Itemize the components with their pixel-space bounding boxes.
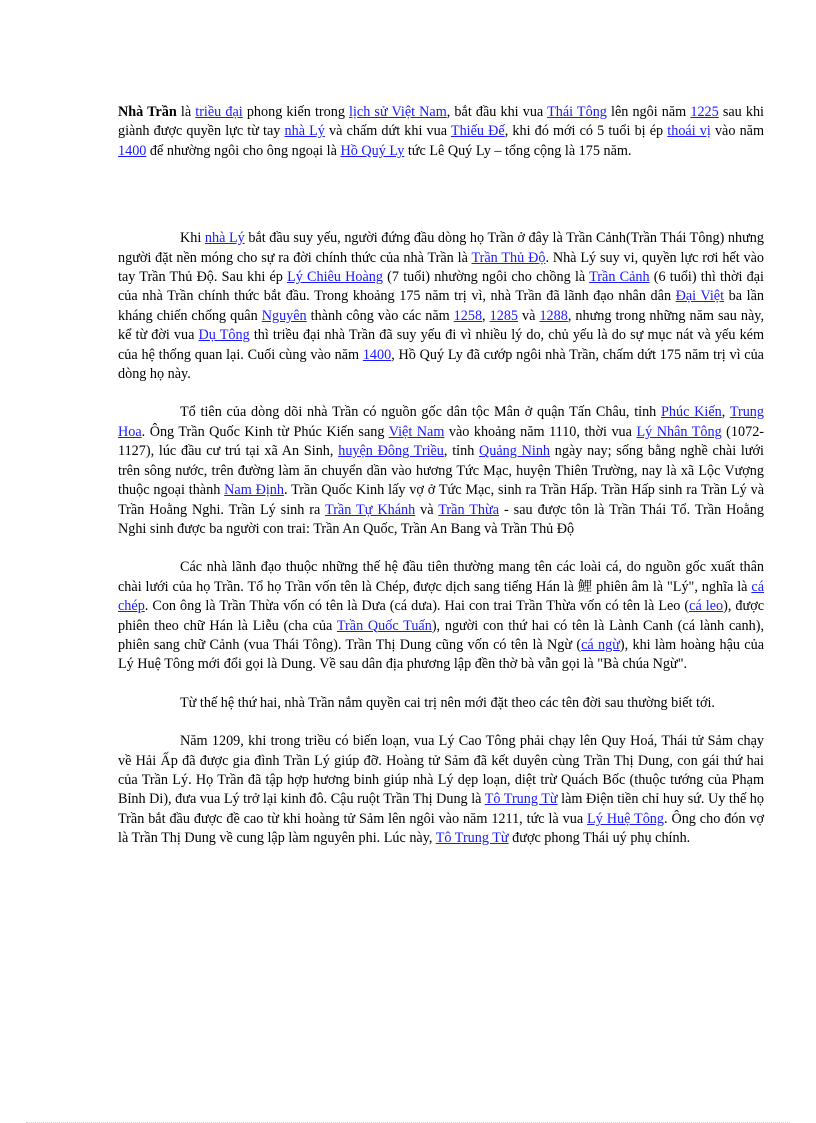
text: phong kiến trong — [242, 104, 350, 120]
title-bold: Nhà Trần — [118, 104, 177, 120]
paragraph-ancestry — [118, 403, 764, 539]
paragraph-1209 — [118, 732, 764, 848]
text: bắt đầu suy yếu, người đứng đầu dòng họ Trần ở đây là Trần Cảnh(Trần Thái Tông) nhưng người đặt nền móng cho sự ra đời chính thức của nhà Trần là — [118, 230, 764, 266]
paragraph-fish-names — [118, 558, 764, 674]
link-ly-chieu-hoang[interactable]: Lý Chiêu Hoàng — [287, 269, 383, 286]
link-quang-ninh[interactable]: Quảng Ninh — [479, 443, 551, 460]
link-to-trung-tu[interactable]: Tô Trung Từ — [484, 791, 558, 808]
text: , tỉnh — [443, 443, 480, 460]
text: ngày nay; sống bằng nghề chài lưới trên sông nước, trên đường làm ăn chuyển dần vào hương Tức Mạc, huyện Thiên Trường, nay là xã Lộc Vượng thuộc ngoại thành — [118, 443, 764, 499]
text: Từ thế hệ thứ hai, nhà Trần nắm quyền cai trị nên mới đặt theo các tên đời sau thường biết tới. — [180, 694, 715, 711]
text: Các nhà lãnh đạo thuộc những thế hệ đầu tiên thường mang tên các loài cá, do nguồn gốc xuất thân chài lưới của họ Trần. Tổ họ Trần vốn tên là Chép, được dịch sang tiếng Hán là — [118, 559, 764, 595]
link-tran-canh[interactable]: Trần Cảnh — [589, 269, 650, 286]
link-thieu-de[interactable]: Thiếu Đế — [450, 123, 505, 140]
link-nha-ly[interactable]: nhà Lý — [204, 230, 245, 247]
link-lich-su-viet-nam[interactable]: lịch sử Việt Nam — [349, 104, 447, 120]
link-ly-hue-tong[interactable]: Lý Huệ Tông — [587, 810, 664, 827]
link-phuc-kien[interactable]: Phúc Kiến — [661, 404, 722, 421]
text: . Ông cho đón vợ là Trần Thị Dung về cung lập làm nguyên phi. Lúc này, — [118, 810, 765, 847]
link-1400[interactable]: 1400 — [362, 346, 392, 363]
link-viet-nam[interactable]: Việt Nam — [388, 423, 445, 440]
link-to-trung-tu[interactable]: Tô Trung Từ — [435, 830, 509, 847]
text: . Con ông là Trần Thừa vốn có tên là Dưa (cá dưa). Hai con trai Trần Thừa vốn có tên là Leo ( — [144, 598, 690, 615]
text: ba lần kháng chiến chống quân — [118, 288, 764, 324]
link-nam-dinh[interactable]: Nam Định — [224, 482, 284, 499]
link-trieu-dai[interactable]: triều đại — [195, 104, 243, 120]
link-nguyen[interactable]: Nguyên — [261, 307, 307, 324]
text: , khi đó mới có 5 tuổi bị ép — [504, 123, 668, 140]
text: sau khi giành được quyền lực từ tay — [118, 104, 764, 140]
text: thì triều đại nhà Trần đã suy yếu đi vì nhiều lý do, chủ yếu là do sự mục nát và yếu kém của hệ thống quan lại. Cuối cùng vào năm — [118, 327, 764, 363]
link-tran-tu-khanh[interactable]: Trần Tự Khánh — [325, 501, 416, 518]
text: Khi — [180, 230, 205, 247]
link-1288[interactable]: 1288 — [539, 307, 568, 324]
link-huyen-dong-trieu[interactable]: huyện Đông Triều — [338, 443, 444, 460]
text: làm Điện tiền chỉ huy sứ. Uy thế họ Trần bắt đầu được đề cao từ khi hoàng tử Sảm lên ngôi vào năm 1211, tức là vua — [118, 791, 764, 827]
link-thoai-vi[interactable]: thoái vị — [667, 123, 711, 140]
text: , Hồ Quý Ly đã cướp ngôi nhà Trần, chấm dứt 175 năm trị vì của dòng họ này. — [118, 346, 764, 383]
text: (1072-1127), lúc đầu cư trú tại xã An Sinh, — [118, 423, 765, 460]
text: và — [415, 501, 439, 518]
text: , bắt đầu khi vua — [446, 104, 548, 120]
paragraph-second-generation — [118, 694, 764, 713]
link-1258[interactable]: 1258 — [453, 307, 483, 324]
link-ho-quy-ly[interactable]: Hồ Quý Ly — [340, 142, 405, 159]
text: phiên âm là "Lý", nghĩa là — [592, 578, 752, 595]
link-dai-viet[interactable]: Đại Việt — [675, 288, 725, 305]
text: lên ngôi năm — [606, 104, 691, 120]
text: (6 tuổi) thì thời đại của nhà Trần chính thức bắt đầu. Trong khoảng 175 năm trị vì, nhà Trần đã lãnh đạo nhân dân — [118, 269, 764, 305]
link-tran-quoc-tuan[interactable]: Trần Quốc Tuấn — [336, 617, 432, 634]
paragraph-decline — [118, 229, 764, 384]
text: vào năm — [710, 123, 765, 140]
text: . Ông Trần Quốc Kinh từ Phúc Kiến sang — [141, 423, 389, 440]
text: Tổ tiên của dòng dõi nhà Trần có nguồn gốc dân tộc Mân ở quận Tấn Châu, tỉnh — [180, 404, 662, 421]
link-ca-leo[interactable]: cá leo — [689, 598, 724, 615]
link-1400[interactable]: 1400 — [118, 142, 147, 159]
paragraph-intro — [118, 103, 764, 161]
text: , — [482, 307, 490, 324]
text: ), được phiên theo chữ Hán là Liễu (cha của — [118, 598, 764, 634]
text: và chấm dứt khi vua — [324, 123, 451, 140]
link-tran-thu-do[interactable]: Trần Thủ Độ — [471, 249, 546, 266]
text: . Nhà Lý suy vi, quyền lực rơi hết vào tay Trần Thủ Độ. Sau khi ép — [118, 249, 764, 286]
link-du-tong[interactable]: Dụ Tông — [198, 327, 250, 344]
link-ca-ngu[interactable]: cá ngừ — [581, 636, 620, 653]
text: . Trần Quốc Kinh lấy vợ ở Tức Mạc, sinh ra Trần Hấp. Trần Hấp sinh ra Trần Lý và Trần Hoằng Nghi. Trần Lý sinh ra — [118, 482, 765, 518]
document-page — [118, 103, 764, 849]
text: là — [176, 104, 196, 120]
link-1225[interactable]: 1225 — [690, 104, 719, 120]
text: Năm 1209, khi trong triều có biến loạn, vua Lý Cao Tông phải chạy lên Quy Hoá, Thái tử Sảm chạy về Hải Ấp đã được gia đình Trần Lý giúp đỡ. Hoàng tử Sảm đã kết duyên cùng Trần Thị Dung, con gái thứ hai của Trần Lý. Họ Trần đã tập hợp hương binh giúp nhà Lý dẹp loạn, diệt trừ Quách Bốc (thuộc tướng của Phạm Bỉnh Di), đưa vua Lý trở lại kinh đô. Cậu ruột Trần Thị Dung là — [118, 733, 764, 808]
link-tran-thua[interactable]: Trần Thừa — [438, 501, 500, 518]
link-ca-chep[interactable]: cá chép — [118, 578, 764, 615]
link-trung-hoa[interactable]: Trung Hoa — [118, 404, 764, 440]
link-ly-nhan-tong[interactable]: Lý Nhân Tông — [636, 423, 722, 440]
text: ), khi làm hoàng hậu của Lý Huệ Tông mới đổi gọi là Dung. Về sau dân địa phương lập đền thờ bà vẫn gọi là "Bà chúa Ngừ". — [118, 636, 764, 673]
text: - sau được tôn là Trần Thái Tổ. Trần Hoằng Nghi sinh được ba người con trai: Trần An Quốc, Trần An Bang và Trần Thủ Độ — [118, 501, 764, 537]
text: vào khoảng năm 1110, thời vua — [444, 423, 637, 440]
link-nha-ly[interactable]: nhà Lý — [284, 123, 325, 140]
text: (7 tuổi) nhường ngôi cho chồng là — [382, 269, 590, 286]
text: , — [721, 404, 730, 421]
text: được phong Thái uý phụ chính. — [508, 830, 691, 847]
link-thai-tong[interactable]: Thái Tông — [547, 104, 607, 120]
han-character: 鯉 — [577, 578, 593, 595]
text: và — [518, 307, 540, 324]
link-1285[interactable]: 1285 — [489, 307, 518, 324]
text: ), người con thứ hai có tên là Lành Canh (cá lành canh), phiên sang chữ Cảnh (vua Thái Tông). Trần Thị Dung cũng vốn có tên là Ngừ ( — [118, 617, 765, 653]
text: để nhường ngôi cho ông ngoại là — [146, 142, 341, 159]
text: tức Lê Quý Ly – tổng cộng là 175 năm. — [404, 142, 632, 159]
text: thành công vào các năm — [306, 307, 454, 324]
text: , nhưng trong những năm sau này, kể từ đời vua — [118, 307, 764, 344]
